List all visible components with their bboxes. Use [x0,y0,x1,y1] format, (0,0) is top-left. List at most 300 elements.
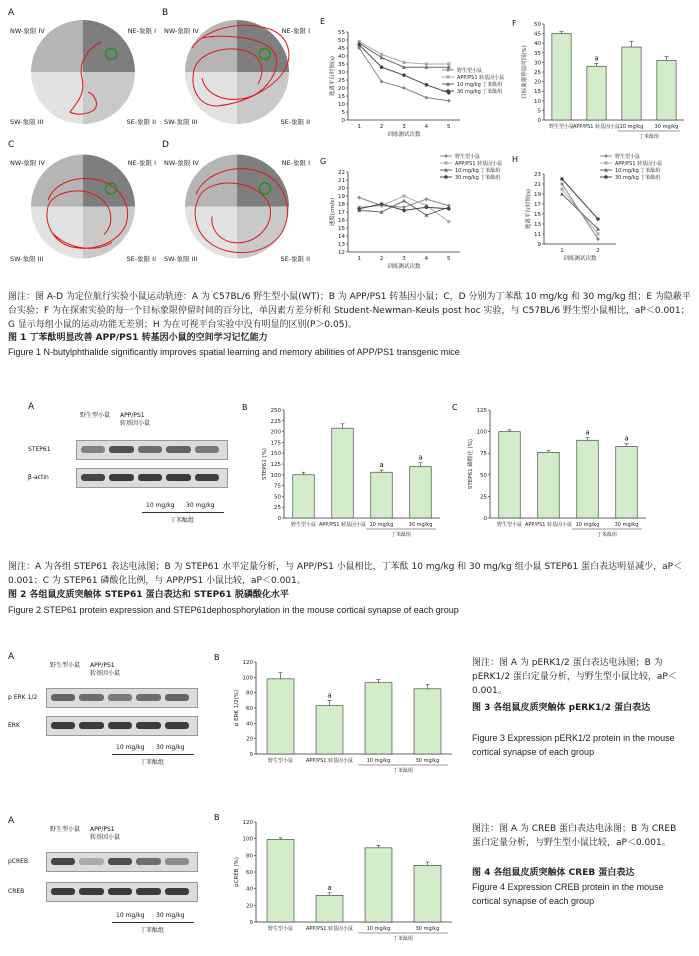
blot-band [51,694,75,701]
chart-e [318,8,518,143]
fig2-panel-label-a: A [28,402,35,412]
figure-2-note: 图注：A 为各组 STEP61 表达电泳图；B 为 STEP61 水平定量分析，与 APP/PS1 小鼠相比，丁苯酞 10 mg/kg 和 30 mg/kg 组小鼠 STEP61 蛋白表达明显减少，aP＜0.001；C 为 STEP61 磷酸化比例，与 APP/PS1 小鼠比较，aP＜0.001。 [8,562,683,586]
blot-band [195,474,219,481]
blot-band [51,888,75,895]
maze-panel-c [8,140,158,265]
blot-band [79,722,103,729]
x-tick-label: 10 mg/kg [366,926,391,932]
figure-3-title-cn: 图 3 各组鼠皮质突触体 pERK1/2 蛋白表达 [472,703,651,713]
data-point [402,86,406,90]
y-tick-label: 25 [534,70,541,76]
dose-label: 10 mg/kg [116,912,145,919]
bar [293,475,314,518]
y-tick-label: 60 [246,870,253,876]
data-point [402,61,405,64]
x-tick-label: 3 [402,124,406,130]
bar [365,683,392,754]
legend-label: 野生型小鼠 [455,154,481,160]
bar [365,848,392,922]
y-tick-label: 0 [277,516,281,522]
maze-label-ne: NE-象限 I [127,159,156,167]
x-tick-label: APP/PS1 转基因小鼠 [305,758,354,764]
data-point [444,161,447,164]
legend-label: 30 mg/kg 丁苯酞组 [457,89,503,95]
data-point [604,161,607,164]
panel-label: E [320,17,326,26]
data-point [425,83,429,87]
legend-label: 野生型小鼠 [457,68,483,74]
y-tick-label: 40 [246,886,253,893]
series-line [359,42,449,64]
bar [552,34,571,120]
x-tick-label: 30 mg/kg [408,522,433,528]
x-tick-label: 野生型小鼠 [267,926,294,932]
x-tick-label: 野生型小鼠 [496,522,523,528]
x-tick-label: 10 mg/kg [575,522,600,528]
dose-label: 30 mg/kg [156,744,185,751]
blot-band [136,694,160,701]
y-tick-label: 15 [338,226,345,232]
y-tick-label: 100 [476,429,487,436]
blot-group-label: APP/PS1 转基因小鼠 [90,662,121,677]
blot-strip [46,882,198,902]
band-label: p ERK 1/2 [8,694,38,701]
maze-quadrant-sw [31,207,83,259]
x-axis-label: 训练测试次数 [563,256,597,262]
legend-label: 10 mg/kg 丁苯酞组 [457,82,503,88]
blot-band [165,722,189,729]
y-tick-label: 125 [476,408,487,414]
figure-4-title-en: Figure 4 Expression CREB protein in the mouse cortical synapse of each group [472,882,664,906]
y-tick-label: 250 [270,408,281,414]
blot-band [51,722,75,729]
panel-label: G [320,157,327,166]
y-tick-label: 10 [338,102,345,108]
data-point [380,65,384,69]
data-point [596,232,599,235]
band-label: β-actin [28,474,49,481]
data-point [425,205,429,209]
y-tick-label: 18 [338,202,345,208]
data-point [357,43,361,47]
x-tick-label: 1 [357,124,361,130]
band-label: STEP61 [28,446,51,453]
y-tick-label: 120 [242,660,253,666]
y-tick-label: 15 [338,94,345,100]
y-tick-label: 0 [249,920,253,926]
y-tick-label: 5 [537,108,541,115]
y-axis-label: 逃离平台时间(s) [526,188,532,230]
maze-label-sw: SW-象限 III [164,255,198,263]
bar [622,47,641,120]
y-tick-label: 25 [338,78,345,84]
y-tick-label: 22 [338,170,345,176]
bar [267,840,294,923]
band-label: CREB [8,888,25,895]
maze-panel-a [8,8,158,128]
y-tick-label: 16 [338,218,345,224]
figure-4-title-cn: 图 4 各组鼠皮质突触体 CREB 蛋白表达 [472,868,635,878]
maze-label-nw: NW-象限 IV [10,27,45,35]
blot-band [108,722,132,729]
y-tick-label: 100 [270,472,281,479]
bar [657,60,676,120]
y-tick-label: 0 [249,752,253,758]
blot-strip [76,440,228,460]
panel-label: B [214,653,220,662]
maze-label-sw: SW-象限 III [10,118,44,126]
y-tick-label: 17 [534,202,541,208]
x-tick-label: 30 mg/kg [654,124,679,130]
blot-group-label: APP/PS1 转基因小鼠 [90,826,121,841]
y-tick-label: 20 [534,79,541,86]
y-tick-label: 21 [534,182,541,188]
y-axis-label: 速度(cm/s) [330,197,336,227]
blot-band [81,446,105,453]
x-tick-label: 10 mg/kg [369,522,394,528]
group-label: 丁苯酞组 [390,532,412,538]
blot-band [79,858,103,865]
y-tick-label: 75 [480,451,487,458]
x-tick-label: 10 mg/kg [366,758,391,764]
data-point [402,73,406,77]
maze-label-se: SE-象限 II [280,255,310,263]
group-label: 丁苯酞组 [638,134,660,140]
x-tick-label: 5 [447,256,451,262]
dose-label: 30 mg/kg [156,912,185,919]
x-tick-label: 30 mg/kg [415,926,440,932]
fig4-panel-label-a: A [8,816,15,826]
x-tick-label: 5 [447,124,451,130]
y-axis-label: STEP61 (%) [262,448,268,480]
blot-band [108,694,132,701]
significance-mark: a [418,453,423,462]
y-tick-label: 50 [534,22,541,28]
x-tick-label: 2 [379,256,384,262]
data-point [560,187,563,190]
data-point [425,62,428,65]
group-label: 丁苯酞组 [392,936,414,942]
y-tick-label: 50 [338,38,345,44]
y-tick-label: 60 [246,706,253,712]
y-tick-label: 5 [341,110,345,116]
blot-band [138,474,162,481]
x-tick-label: APP/PS1 转基因小鼠 [305,926,354,932]
data-point [357,207,361,211]
figure-1-note: 图注：图 A-D 为定位航行实验小鼠运动轨迹：A 为 C57BL/6 野生型小鼠(WT)；B 为 APP/PS1 转基因小鼠；C，D 分别为丁苯酞 10 mg/kg 和 30 mg/kg 组；E 为隐蔽平台实验；F 为在探索实验的每一个目标象限停留时间的百分比，单因素方差分析和 Student-Newman-Keuls post hoc 实验，与 C57BL/6 野生型小鼠相比，aP＜0.001；G 显示每组小鼠的运动功能无差别；H 为在可视平台实验中没有明显的区别(P＞0.05)。 [8,292,691,330]
blot-band [136,888,160,895]
y-tick-label: 0 [483,516,487,522]
y-tick-label: 45 [338,46,345,52]
blot-strip [46,688,198,708]
fig2-chart-b [240,400,450,550]
y-tick-label: 50 [480,472,487,479]
figure-2-title-cn: 图 2 各组鼠皮质突触体 STEP61 蛋白表达和 STEP61 脱磷酸化水平 [8,590,289,600]
blot-band [165,858,189,865]
y-tick-label: 17 [338,210,345,216]
chart-f [510,18,695,143]
bar [267,679,294,754]
blot-band [165,694,189,701]
fig3-panel-label-a: A [8,652,15,662]
data-point [596,217,600,221]
data-point [447,220,450,223]
blot-band [108,888,132,895]
legend-label: APP/PS1 转基因小鼠 [457,75,505,81]
blot-band [81,474,105,481]
y-tick-label: 35 [534,50,541,57]
legend-label: APP/PS1 转基因小鼠 [455,161,503,167]
blot-group-label: 野生型小鼠 [50,826,81,833]
blot-band [108,858,132,865]
bar [410,467,431,518]
data-point [447,207,451,211]
y-tick-label: 175 [270,440,281,447]
x-tick-label: APP/PS1 转基因小鼠 [318,522,367,528]
x-tick-label: 野生型小鼠 [548,124,575,130]
blot-band [166,446,190,453]
group-label: 丁苯酞组 [392,768,414,774]
blot-group-label: 野生型小鼠 [50,662,81,669]
maze-label-nw: NW-象限 IV [10,159,45,167]
data-point [357,196,361,200]
significance-mark: a [585,428,590,437]
y-axis-label: pCREB (%) [234,857,240,887]
y-axis-label: p ERK 1/2(%) [234,689,240,727]
fig2-western-blot [28,410,228,525]
group-label: 丁苯酞组 [140,759,165,766]
bar [616,446,637,518]
y-axis-label: 目标象限停留时间(%) [522,45,528,99]
x-axis-label: 训练测试次数 [387,264,421,270]
blot-band [51,858,75,865]
data-point [604,154,608,158]
y-tick-label: 225 [270,418,281,425]
maze-panel-label: B [162,8,169,18]
data-point [402,205,406,209]
y-tick-label: 19 [534,192,541,198]
y-axis-label: STEP61 磷酸化 (%) [468,438,474,490]
bar [414,689,441,754]
figure-2-title-en: Figure 2 STEP61 protein expression and STEP61dephosphorylation in the mouse cortical synapse of each group [8,605,459,615]
data-point [402,194,405,197]
bar [371,472,392,518]
y-tick-label: 0 [341,118,345,124]
y-tick-label: 20 [246,736,253,743]
panel-label: F [512,19,517,28]
y-tick-label: 40 [534,41,541,48]
y-tick-label: 40 [246,721,253,728]
maze-quadrant-sw [185,207,237,259]
blot-band [138,446,162,453]
x-tick-label: 1 [357,256,361,262]
panel-label: C [452,403,458,412]
blot-band [195,446,219,453]
group-label: 丁苯酞组 [140,927,165,934]
fig4-chart-b [212,808,462,948]
maze-panel-label: C [8,140,15,150]
bar [316,895,343,922]
legend-label: 30 mg/kg 丁苯酞组 [615,175,661,181]
y-tick-label: 20 [338,186,345,192]
maze-panel-d [162,140,312,265]
data-point [560,192,564,196]
y-tick-label: 55 [338,30,345,36]
legend-label: 30 mg/kg 丁苯酞组 [455,175,501,181]
y-tick-label: 20 [246,903,253,910]
y-tick-label: 100 [242,836,253,843]
maze-panel-label: D [162,140,169,150]
legend-label: APP/PS1 转基因小鼠 [615,161,663,167]
data-point [446,75,449,78]
data-point [447,62,450,65]
maze-label-nw: NW-象限 IV [164,159,199,167]
chart-h [510,150,695,280]
maze-label-se: SE-象限 II [280,118,310,126]
group-bracket [142,512,224,513]
data-point [380,202,384,206]
x-tick-label: 2 [596,248,600,254]
y-tick-label: 50 [274,494,281,501]
fig4-western-blot [8,824,208,939]
y-tick-label: 20 [338,86,345,92]
x-axis-label: 训练测试次数 [387,132,421,138]
blot-strip [46,852,198,872]
y-tick-label: 12 [338,250,345,256]
y-tick-label: 30 [534,60,541,67]
legend-label: 10 mg/kg 丁苯酞组 [615,168,661,174]
x-tick-label: APP/PS1 转基因小鼠 [524,522,573,528]
y-tick-label: 45 [534,31,541,38]
maze-label-ne: NE-象限 I [127,27,156,35]
fig2-chart-c [450,400,660,550]
y-tick-label: 19 [338,194,345,200]
data-point [447,99,451,103]
y-tick-label: 125 [270,462,281,468]
blot-strip [76,468,228,488]
maze-label-se: SE-象限 II [126,255,156,263]
bar [587,66,606,120]
y-tick-label: 9 [537,242,541,248]
y-tick-label: 13 [534,222,541,228]
bar [316,706,343,754]
significance-mark: a [624,434,629,443]
maze-label-sw: SW-象限 III [10,255,44,263]
dose-label: 10 mg/kg [116,744,145,751]
y-tick-label: 13 [338,242,345,248]
figure-3-title-en: Figure 3 Expression pERK1/2 protein in the mouse cortical synapse of each group [472,733,675,757]
data-point [424,96,428,100]
y-tick-label: 15 [534,212,541,218]
group-label: 丁苯酞组 [596,532,618,538]
blot-group-label: 野生型小鼠 [80,412,111,419]
blot-band [136,722,160,729]
figure-1-title-en: Figure 1 N-butylphthalide significantly improves spatial learning and memory abilities of APP/PS1 transgenic mice [8,347,460,357]
panel-label: H [512,155,519,164]
x-tick-label: 野生型小鼠 [290,522,317,528]
data-point [560,177,564,181]
y-tick-label: 120 [242,820,253,826]
maze-label-se: SE-象限 II [126,118,156,126]
y-tick-label: 100 [242,675,253,682]
figure-1-title-cn: 图 1 丁苯酞明显改善 APP/PS1 转基因小鼠的空间学习记忆能力 [8,333,268,343]
bar [577,440,598,518]
blot-group-label: APP/PS1 转基因小鼠 [120,412,151,427]
figure-4-note: 图注：图 A 为 CREB 蛋白表达电泳图；B 为 CREB 蛋白定量分析，与野生型小鼠比较，aP＜0.001。 [472,824,677,848]
x-tick-label: 1 [560,248,564,254]
blot-band [79,888,103,895]
data-point [444,175,448,179]
x-tick-label: 4 [424,124,429,130]
x-tick-label: 3 [402,256,406,262]
data-point [402,209,406,213]
y-tick-label: 0 [537,118,541,124]
bar [332,428,353,518]
legend-label: 10 mg/kg 丁苯酞组 [455,168,501,174]
blot-strip [46,716,198,736]
x-tick-label: APP/PS1 转基因小鼠 [572,124,621,130]
x-tick-label: 30 mg/kg [415,758,440,764]
blot-band [165,888,189,895]
group-bracket [112,754,194,755]
bar [538,452,559,518]
panel-label: B [214,813,220,822]
y-tick-label: 150 [270,451,281,458]
y-tick-label: 40 [338,54,345,60]
dose-label: 10 mg/kg [146,502,175,509]
maze-label-nw: NW-象限 IV [164,27,199,35]
y-tick-label: 200 [270,429,281,436]
panel-label: B [242,403,248,412]
y-tick-label: 25 [274,505,281,512]
x-tick-label: 野生型小鼠 [267,758,294,764]
bar [499,432,520,518]
legend-label: 野生型小鼠 [615,154,641,160]
figure-3-note: 图注：图 A 为 pERK1/2 蛋白表达电泳图；B 为 pERK1/2 蛋白定量分析，与野生型小鼠比较，aP＜0.001。 [472,658,677,696]
chart-g [318,150,518,285]
dose-label: 30 mg/kg [186,502,215,509]
group-label: 丁苯酞组 [170,517,195,524]
y-tick-label: 21 [338,178,345,184]
y-tick-label: 30 [338,70,345,76]
data-point [402,199,406,203]
band-label: ERK [8,722,20,729]
x-tick-label: 2 [379,124,384,130]
x-tick-label: 10 mg/kg [619,124,644,130]
data-point [446,89,450,93]
maze-panel-label: A [8,8,15,18]
group-bracket [112,922,194,923]
significance-mark: a [327,883,332,892]
y-tick-label: 75 [274,483,281,490]
maze-label-sw: SW-象限 III [164,118,198,126]
data-point [424,197,428,201]
y-tick-label: 80 [246,853,253,860]
x-tick-label: 30 mg/kg [614,522,639,528]
y-tick-label: 14 [338,234,345,240]
blot-band [109,446,133,453]
maze-label-ne: NE-象限 I [281,159,310,167]
blot-band [109,474,133,481]
y-axis-label: 逃离平台时间(s) [330,55,336,97]
fig3-chart-b [212,652,462,782]
y-tick-label: 15 [534,89,541,96]
significance-mark: a [379,461,384,470]
data-point [604,175,608,179]
x-tick-label: 4 [424,256,429,262]
bar [414,865,441,922]
maze-quadrant-se [237,207,289,259]
